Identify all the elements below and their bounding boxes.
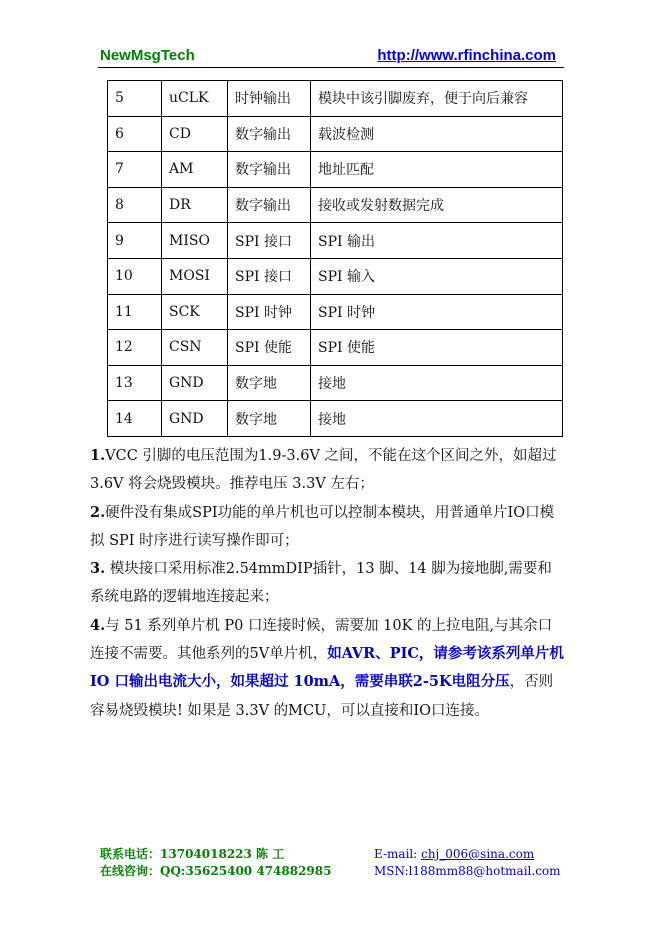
pin-type: SPI 接口 (228, 258, 311, 294)
pin-table (107, 80, 563, 437)
pin-description: 接地 (311, 365, 563, 401)
pin-number: 10 (108, 258, 162, 294)
pin-type: 数字输出 (228, 152, 311, 188)
table-row (108, 330, 563, 366)
table-row (108, 116, 563, 152)
pin-number: 14 (108, 401, 162, 437)
table-row (108, 223, 563, 259)
pin-description: SPI 输入 (311, 258, 563, 294)
contact-email: E-mail: chj_006@sina.com (374, 847, 535, 861)
table-row (108, 401, 563, 437)
pin-type: SPI 使能 (228, 330, 311, 366)
pin-number: 5 (108, 81, 162, 117)
page-header (98, 47, 564, 68)
pin-name: GND (162, 365, 228, 401)
pin-description: SPI 时钟 (311, 294, 563, 330)
pin-number: 12 (108, 330, 162, 366)
brand-name: NewMsgTech (100, 47, 195, 64)
page-footer (100, 846, 570, 880)
pin-number: 8 (108, 187, 162, 223)
note-4-highlight: 如AVR、PIC，请参考该系列单片机 IO 口输出电流大小，如果超过 10mA，需要串联2-5K电阻分压 (90, 645, 564, 691)
pin-name: SCK (162, 294, 228, 330)
pin-number: 9 (108, 223, 162, 259)
pin-name: CD (162, 116, 228, 152)
pin-name: MISO (162, 223, 228, 259)
pin-type: 时钟输出 (228, 81, 311, 117)
pin-name: GND (162, 401, 228, 437)
pin-description: SPI 输出 (311, 223, 563, 259)
contact-qq: 在线咨询：QQ:35625400 474882985 (100, 864, 332, 878)
table-row (108, 294, 563, 330)
notes (90, 442, 564, 725)
pin-name: uCLK (162, 81, 228, 117)
email-link[interactable]: chj_006@sina.com (421, 847, 535, 861)
pin-name: MOSI (162, 258, 228, 294)
pin-type: SPI 时钟 (228, 294, 311, 330)
pin-type: 数字输出 (228, 116, 311, 152)
pin-type: 数字输出 (228, 187, 311, 223)
note-3: 3. 模块接口采用标准2.54mmDIP插针，13 脚、14 脚为接地脚,需要和系统电路的逻辑地连接起来； (90, 560, 552, 606)
pin-type: 数字地 (228, 401, 311, 437)
note-1: 1.VCC 引脚的电压范围为1.9-3.6V 之间，不能在这个区间之外，如超过 3.6V 将会烧毁模块。推荐电压 3.3V 左右； (90, 447, 557, 493)
pin-description: 模块中该引脚废弃，便于向后兼容 (311, 81, 563, 117)
pin-name: CSN (162, 330, 228, 366)
pin-description: SPI 使能 (311, 330, 563, 366)
website-link[interactable]: http://www.rfinchina.com (377, 47, 556, 64)
note-4: 4.与 51 系列单片机 P0 口连接时候，需要加 10K 的上拉电阻,与其余口连接不需要。其他系列的5V单片机，如AVR、PIC，请参考该系列单片机 IO 口输出电流大小，如果超过 10mA，需要串联2-5K电阻分压，否则容易烧毁模块! 如果是 3.3V 的MCU，可以直接和IO口连接。 (90, 616, 564, 719)
table-row (108, 152, 563, 188)
pin-type: SPI 接口 (228, 223, 311, 259)
pin-type: 数字地 (228, 365, 311, 401)
table-row (108, 365, 563, 401)
pin-number: 6 (108, 116, 162, 152)
contact-phone: 联系电话：13704018223 陈 工 (100, 847, 285, 861)
pin-description: 接收或发射数据完成 (311, 187, 563, 223)
pin-description: 接地 (311, 401, 563, 437)
table-row (108, 81, 563, 117)
note-2: 2.硬件没有集成SPI功能的单片机也可以控制本模块，用普通单片IO口模拟 SPI 时序进行读写操作即可； (90, 503, 555, 549)
pin-name: AM (162, 152, 228, 188)
table-row (108, 187, 563, 223)
pin-description: 地址匹配 (311, 152, 563, 188)
pin-name: DR (162, 187, 228, 223)
pin-number: 13 (108, 365, 162, 401)
pin-number: 11 (108, 294, 162, 330)
contact-msn: MSN:l188mm88@hotmail.com (374, 864, 561, 878)
pin-description: 载波检测 (311, 116, 563, 152)
pin-number: 7 (108, 152, 162, 188)
table-row (108, 258, 563, 294)
